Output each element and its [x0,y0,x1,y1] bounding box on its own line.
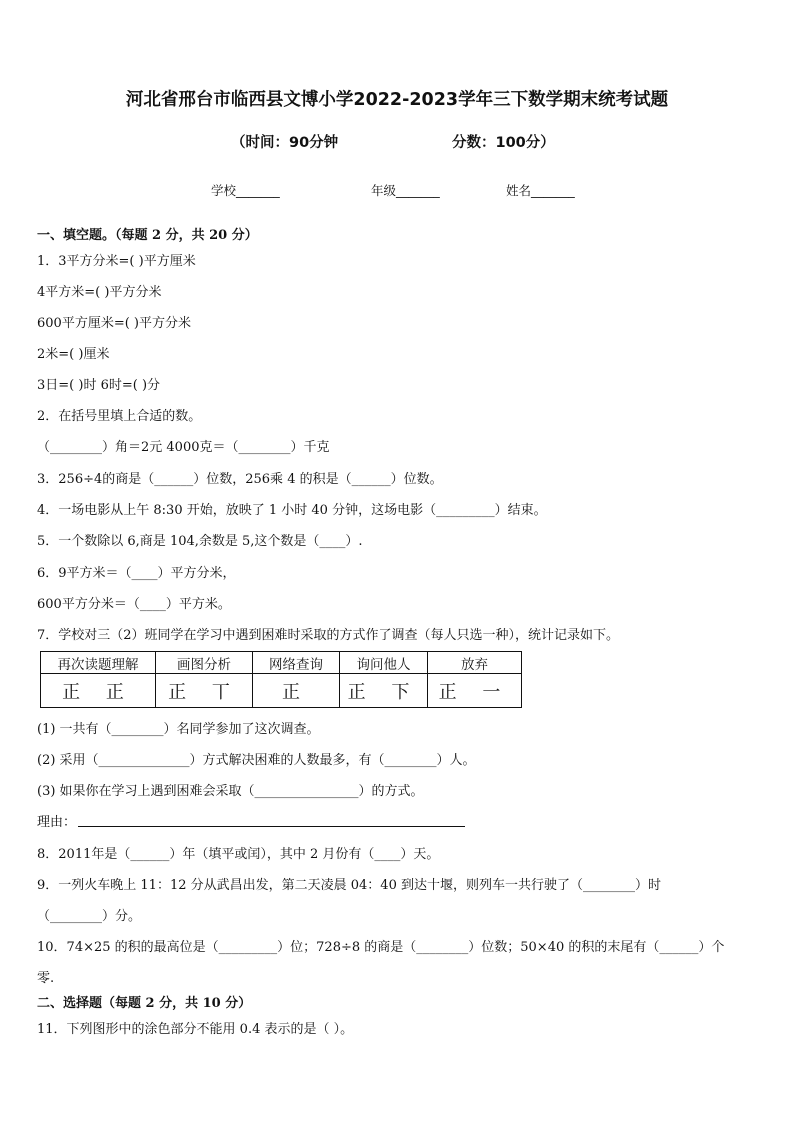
survey-header-cell: 再次读题理解 [41,652,156,674]
question-line: 9．一列火车晚上 11：12 分从武昌出发，第二天凌晨 04：40 到达十堰，则列车一共行驶了（________）时 [37,878,661,893]
question-line: 3．256÷4的商是（______）位数，256乘 4 的积是（______）位数。 [37,472,443,487]
question-line: 零. [37,971,55,986]
question-line: 1．3平方分米=( )平方厘米 [37,254,196,269]
tally-cell: 正 正 [41,674,156,708]
question-line: 6．9平方米＝（____）平方分米， [37,566,236,581]
question-line: 4．一场电影从上午 8:30 开始，放映了 1 小时 40 分钟，这场电影（_________）结束。 [37,503,547,518]
survey-header-cell: 画图分析 [156,652,253,674]
question-line: (1) 一共有（________）名同学参加了这次调查。 [37,722,320,737]
survey-header-cell: 放弃 [428,652,522,674]
question-line: 2米=( )厘米 [37,347,110,362]
question-line: (3) 如果你在学习上遇到困难会采取（________________）的方式。 [37,784,424,799]
exam-title: 河北省邢台市临西县文博小学2022-2023学年三下数学期末统考试题 [125,90,669,110]
question-line: （________）分。 [37,909,142,924]
tally-cell: 正 丅 [156,674,253,708]
school-field: 学校_______ [211,183,280,198]
question-line: (2) 采用（______________）方式解决困难的人数最多，有（________）人。 [37,753,476,768]
name-field: 姓名_______ [506,183,575,198]
question-line: 5．一个数除以 6,商是 104,余数是 5,这个数是（____）. [37,534,363,549]
survey-header-cell: 询问他人 [340,652,428,674]
question-line: 2．在括号里填上合适的数。 [37,409,202,424]
section-choice-heading: 二、选择题（每题 2 分，共 10 分） [37,996,252,1011]
question-line: 10．74×25 的积的最高位是（_________）位；728÷8 的商是（________）位数；50×40 的积的末尾有（______）个 [37,940,725,955]
question-line: 4平方米=( )平方分米 [37,285,162,300]
tally-cell: 正 下 [340,674,428,708]
survey-header-cell: 网络查询 [253,652,340,674]
reason-answer-line [78,826,465,827]
survey-table [40,651,522,708]
question-line: 8．2011年是（______）年（填平或闰），其中 2 月份有（____）天。 [37,847,440,862]
tally-cell: 正 [253,674,340,708]
reason-label: 理由： [37,815,77,830]
grade-field: 年级_______ [371,183,440,198]
question-line: 11．下列图形中的涂色部分不能用 0.4 表示的是（ ）。 [37,1022,354,1037]
section-fill-in-heading: 一、填空题。（每题 2 分，共 20 分） [37,228,258,243]
exam-time: （时间：90分钟 [231,135,339,151]
question-line: 7．学校对三（2）班同学在学习中遇到困难时采取的方式作了调查（每人只选一种），统计记录如下。 [37,628,620,643]
question-line: 3日=( )时 6时=( )分 [37,378,161,393]
question-line: 600平方厘米=( )平方分米 [37,316,191,331]
tally-cell: 正 一 [428,674,522,708]
question-line: （________）角＝2元 4000克＝（________）千克 [37,440,330,455]
question-line: 600平方分米＝（____）平方米。 [37,597,231,612]
exam-score: 分数：100分） [452,135,555,151]
